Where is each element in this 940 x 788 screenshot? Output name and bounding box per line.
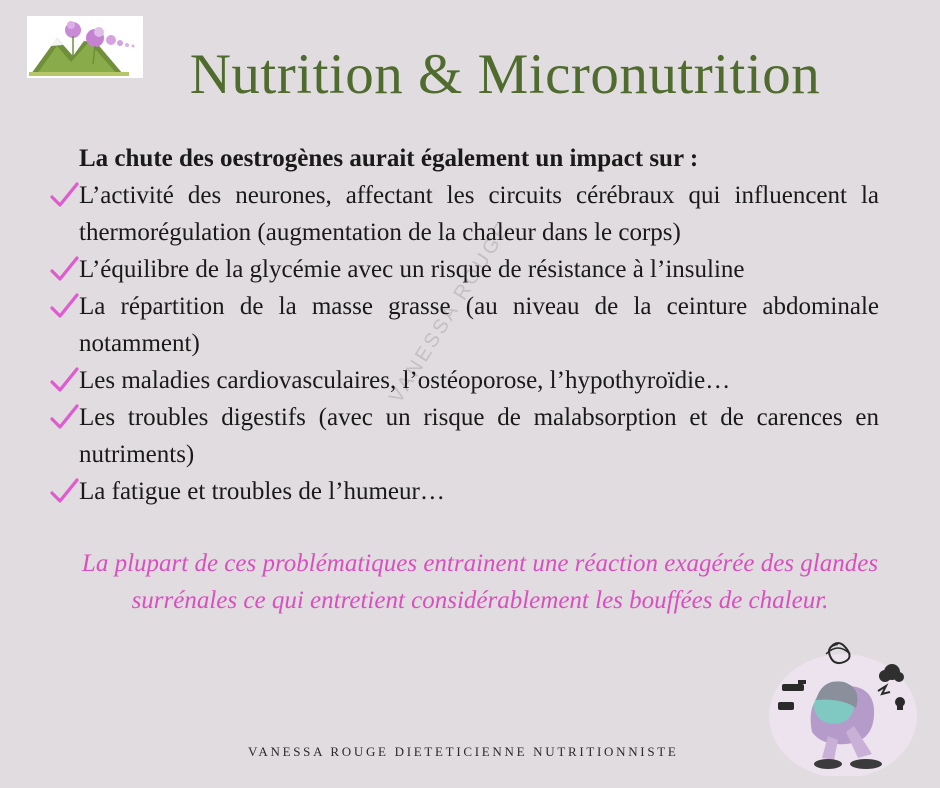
list-item-text: Les troubles digestifs (avec un risque de malabsorption et de carences en nutriments) bbox=[79, 404, 879, 468]
watermark: VANESSA ROUGE bbox=[385, 217, 516, 408]
list-item bbox=[0, 362, 940, 399]
checkmark-icon bbox=[49, 365, 79, 395]
list-item bbox=[0, 177, 940, 251]
footer-signature: VANESSA ROUGE DIETETICIENNE NUTRITIONNISTE bbox=[248, 744, 679, 759]
impact-list bbox=[0, 177, 940, 510]
list-item-text: La répartition de la masse grasse (au niveau de la ceinture abdominale notamment) bbox=[79, 293, 879, 357]
checkmark-icon bbox=[49, 291, 79, 321]
page-title: Nutrition & Micronutrition bbox=[189, 43, 821, 106]
list-item-text: L’activité des neurones, affectant les circuits cérébraux qui influencent la thermorégulation (augmentation de la chaleur dans le corps) bbox=[79, 182, 879, 246]
list-item-text: La fatigue et troubles de l’humeur… bbox=[79, 478, 445, 505]
list-item bbox=[0, 251, 940, 288]
checkmark-icon bbox=[49, 402, 79, 432]
stressed-woman-icon bbox=[768, 636, 918, 776]
list-item-text: Les maladies cardiovasculaires, l’ostéoporose, l’hypothyroïdie… bbox=[79, 367, 731, 394]
list-item bbox=[0, 399, 940, 473]
list-item bbox=[0, 288, 940, 362]
checkmark-icon bbox=[49, 254, 79, 284]
checkmark-icon bbox=[49, 180, 79, 210]
stressed-woman-illustration bbox=[768, 636, 918, 776]
intro-text: La chute des oestrogènes aurait également un impact sur : bbox=[79, 145, 699, 172]
list-item bbox=[0, 473, 940, 510]
list-item-text: L’équilibre de la glycémie avec un risque de résistance à l’insuline bbox=[79, 256, 745, 283]
checkmark-icon bbox=[49, 476, 79, 506]
highlight-note: La plupart de ces problématiques entrainent une réaction exagérée des glandes surrénales ce qui entretient considérablement les bouffées de chaleur. bbox=[81, 550, 879, 614]
